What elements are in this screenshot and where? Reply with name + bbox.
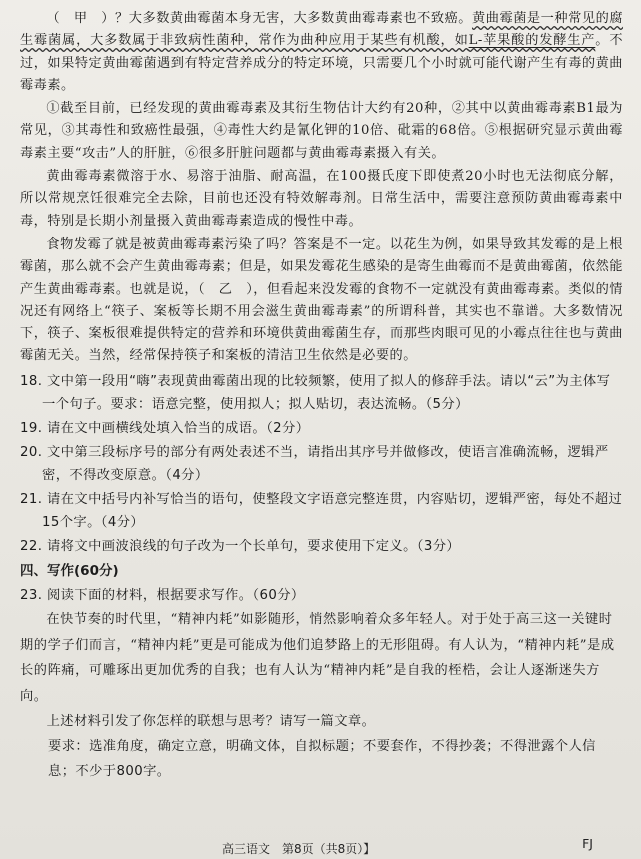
underlined-blank: L-苹果酸的发酵生产 <box>468 33 596 49</box>
page-number: 高三语文 第8页（共8页）】 <box>222 842 376 856</box>
wavy-underlined-sentence: 黄曲霉菌是一种常见的腐生霉菌属，大多数属于非致病性菌种，常作为曲种应用于某些有机酸，如L-苹果酸的发酵生产 <box>20 11 624 49</box>
question-18: 18. 文中第一段用“嗨”表现黄曲霉菌出现的比较频繁，使用了拟人的修辞手法。请以“云”为主体写一个句子。要求：语意完整，使用拟人；拟人贴切，表达流畅。（5分） <box>20 373 611 413</box>
writing-requirements: 要求：选准角度，确定立意，明确文体，自拟标题；不要套作，不得抄袭；不得泄露个人信息；不少于800字。 <box>48 739 596 780</box>
question-list <box>20 370 623 559</box>
material-text: 在快节奏的时代里，“精神内耗”如影随形，悄然影响着众多年轻人。对于处于高三这一关键时期的学子们而言，“精神内耗”更是可能成为他们追梦路上的无形阻碍。有人认为，“精神内耗”是成长的阵痛，可雕琢出更加优秀的自我；也有人认为“精神内耗”是自我的桎梏，会让人逐渐迷失方向。 <box>20 612 615 704</box>
reading-passage <box>20 8 623 368</box>
passage-paragraph-3: 黄曲霉毒素微溶于水、易溶于油脂、耐高温，在100摄氏度下即使煮20小时也无法彻底分解，所以常规烹饪很难完全去除，目前也还没有特效解毒剂。日常生活中，需要注意预防黄曲霉毒素中毒，特别是长期小剂量摄入黄曲霉毒素造成的慢性中毒。 <box>20 169 623 229</box>
passage-paragraph-2: ①截至目前，已经发现的黄曲霉毒素及其衍生物估计大约有20种，②其中以黄曲霉毒素B1最为常见，③其毒性和致癌性最强，④毒性大约是氰化钾的10倍、砒霜的68倍。⑤根据研究显示黄曲霉毒素主要“攻击”人的肝脏，⑥很多肝脏问题都与黄曲霉毒素摄入有关。 <box>20 101 623 161</box>
passage-paragraph-4: 食物发霉了就是被黄曲霉毒素污染了吗？答案是不一定。以花生为例，如果导致其发霉的是上根霉菌，那么就不会产生黄曲霉毒素；但是，如果发霉花生感染的是寄生曲霉而不是黄曲霉菌，依然能产生黄曲霉毒素。也就是说，（ 乙 ），但看起来没发霉的食物不一定就没有黄曲霉毒素。类似的情况还有网络上“筷子、案板等长期不用会滋生黄曲霉毒素”的所谓科普，其实也不靠谱。大多数情况下，筷子、案板很难提供特定的营养和环境供黄曲霉菌生存，而那些肉眼可见的小霉点往往也与黄曲霉菌无关。当然，经常保持筷子和案板的清洁卫生依然是必要的。 <box>20 236 623 364</box>
question-19: 19. 请在文中画横线处填入恰当的成语。（2分） <box>20 420 310 436</box>
paragraph-1-question: （ 甲 ）？大多数黄曲霉菌本身无害，大多数黄曲霉毒素也不致癌。 <box>46 11 473 26</box>
region-code: FJ <box>582 836 593 851</box>
writing-section <box>20 559 623 785</box>
question-21: 21. 请在文中括号内补写恰当的语句，使整段文字语意完整连贯，内容贴切，逻辑严密，每处不超过15个字。（4分） <box>20 491 623 531</box>
passage-paragraph-1 <box>20 8 623 97</box>
section-title: 四、写作(60分) <box>20 562 119 579</box>
paragraph-1-rest: 。不过，如果特定黄曲霉菌遇到有特定营养成分的特定环境，只需要几个小时就可能代谢产生有毒的黄曲霉毒素。 <box>20 33 624 93</box>
question-23: 23. 阅读下面的材料，根据要求写作。（60分） <box>20 587 305 603</box>
writing-task: 上述材料引发了你怎样的联想与思考？请写一篇文章。 <box>46 714 376 730</box>
question-22: 22. 请将文中画波浪线的句子改为一个长单句，要求使用下定义。（3分） <box>20 538 461 554</box>
question-20: 20. 文中第三段标序号的部分有两处表述不当，请指出其序号并做修改，使语言准确流畅，逻辑严密，不得改变原意。（4分） <box>20 444 609 484</box>
writing-material <box>20 607 623 709</box>
